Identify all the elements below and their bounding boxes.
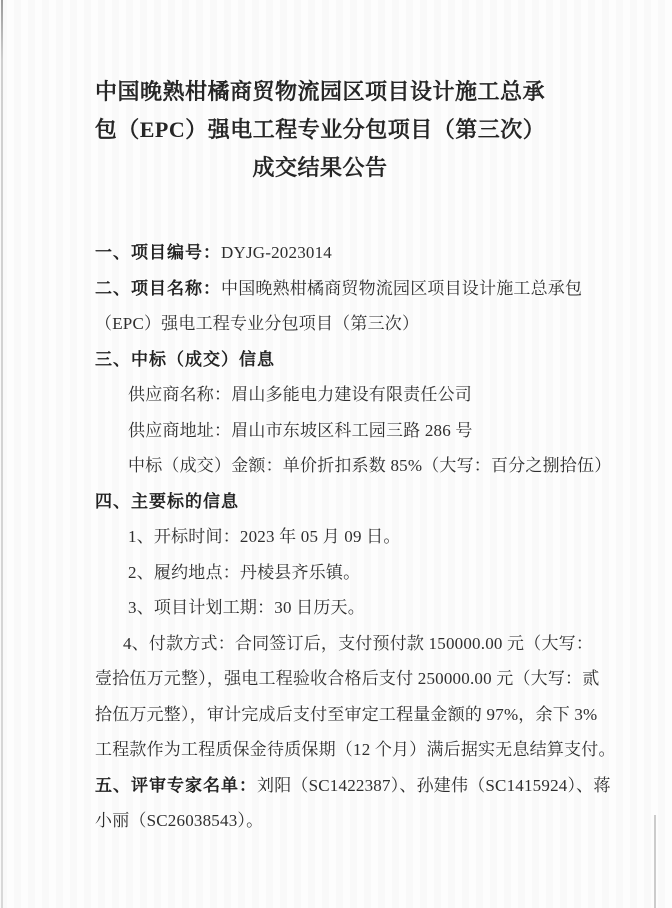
payment-terms-line-4: 工程款作为工程质保金待质保期（12 个月）满后据实无息结算支付。 bbox=[95, 740, 616, 759]
project-name-line-1 bbox=[95, 271, 612, 307]
title-line-2: 包（EPC）强电工程专业分包项目（第三次） bbox=[94, 117, 546, 142]
project-name-line-2: （EPC）强电工程专业分包项目（第三次） bbox=[95, 314, 420, 333]
project-name-text: 中国晚熟柑橘商贸物流园区项目设计施工总承包 bbox=[221, 278, 583, 298]
main-subject-heading: 四、主要标的信息 bbox=[95, 491, 239, 511]
award-info-heading: 三、中标（成交）信息 bbox=[95, 349, 275, 369]
payment-terms-line-3: 拾伍万元整），审计完成后支付至审定工程量金额的 97%，余下 3% bbox=[95, 704, 598, 724]
expert-list-label: 五、评审专家名单： bbox=[95, 775, 257, 795]
payment-terms-line-1: 4、付款方式：合同签订后，支付预付款 150000.00 元（大写： bbox=[123, 633, 594, 653]
scan-edge-left bbox=[1, 0, 3, 908]
project-number-value: DYJG-2023014 bbox=[221, 243, 333, 262]
supplier-address-line: 供应商地址：眉山市东坡区科工园三路 286 号 bbox=[128, 420, 473, 440]
bid-opening-time-line: 1、开标时间：2023 年 05 月 09 日。 bbox=[128, 527, 401, 546]
award-amount-line: 中标（成交）金额：单价折扣系数 85%（大写：百分之捌拾伍） bbox=[128, 456, 612, 475]
expert-list-text: 刘阳（SC1422387）、孙建伟（SC1415924）、蒋 bbox=[257, 775, 611, 795]
expert-list-line-1 bbox=[95, 768, 612, 804]
project-number-label: 一、项目编号： bbox=[95, 243, 221, 262]
expert-list-line-2: 小丽（SC26038543）。 bbox=[95, 811, 264, 830]
title-line-3: 成交结果公告 bbox=[252, 155, 388, 180]
payment-terms-line-2: 壹拾伍万元整），强电工程验收合格后支付 250000.00 元（大写：贰 bbox=[95, 669, 600, 688]
document-title bbox=[90, 73, 550, 187]
performance-place-line: 2、履约地点：丹棱县齐乐镇。 bbox=[128, 562, 361, 582]
title-line-1: 中国晚熟柑橘商贸物流园区项目设计施工总承 bbox=[94, 79, 545, 104]
supplier-name-line: 供应商名称：眉山多能电力建设有限责任公司 bbox=[128, 385, 472, 404]
scan-edge-right bbox=[654, 815, 656, 908]
project-number-line bbox=[95, 235, 612, 271]
project-duration-line: 3、项目计划工期：30 日历天。 bbox=[128, 598, 365, 617]
document-body bbox=[0, 235, 672, 839]
project-name-label: 二、项目名称： bbox=[95, 278, 221, 298]
